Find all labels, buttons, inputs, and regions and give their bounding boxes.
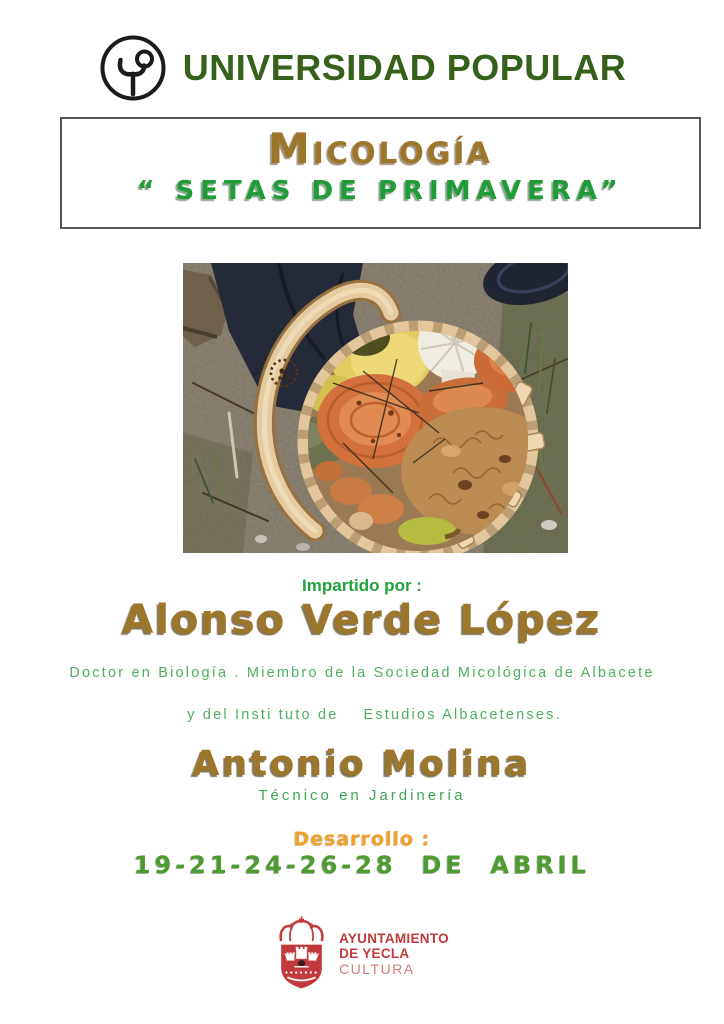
speaker1-bio-line1: Doctor en Biología . Miembro de la Sociedad Micológica de Albacete — [69, 665, 655, 681]
speaker2-name: Antonio Molina — [192, 744, 532, 784]
svg-text:Y: Y — [284, 952, 289, 960]
org-name: UNIVERSIDAD POPULAR — [182, 47, 627, 88]
footer-org-line3: CULTURA — [339, 960, 415, 977]
footer — [0, 915, 724, 992]
speaker2-bio: Técnico en Jardinería — [258, 787, 466, 804]
impartido-label: Impartido por : — [302, 576, 422, 595]
speaker1-bio-line2: y del Insti tuto de Estudios Albacetenses. — [187, 707, 562, 723]
speaker1-name: Alonso Verde López — [122, 597, 602, 643]
header — [0, 30, 724, 106]
footer-text — [339, 931, 449, 977]
ayuntamiento-de-yecla-crest-icon — [275, 915, 328, 992]
footer-org-line1: AYUNTAMIENTO — [339, 930, 449, 946]
mushroom-basket-photo — [183, 263, 568, 553]
course-subtitle: “ SETAS DE PRIMAVERA” — [137, 176, 624, 206]
title-box — [60, 117, 701, 229]
course-title: Micología — [268, 124, 493, 173]
universidad-popular-icon — [98, 33, 168, 103]
speaker1-bio — [0, 663, 724, 726]
schedule-dates: 19-21-24-26-28 DE ABRIL — [133, 851, 591, 879]
svg-text:Y: Y — [314, 952, 320, 960]
schedule-label: Desarrollo : — [293, 828, 431, 850]
footer-org-line2: DE YECLA — [339, 945, 410, 961]
